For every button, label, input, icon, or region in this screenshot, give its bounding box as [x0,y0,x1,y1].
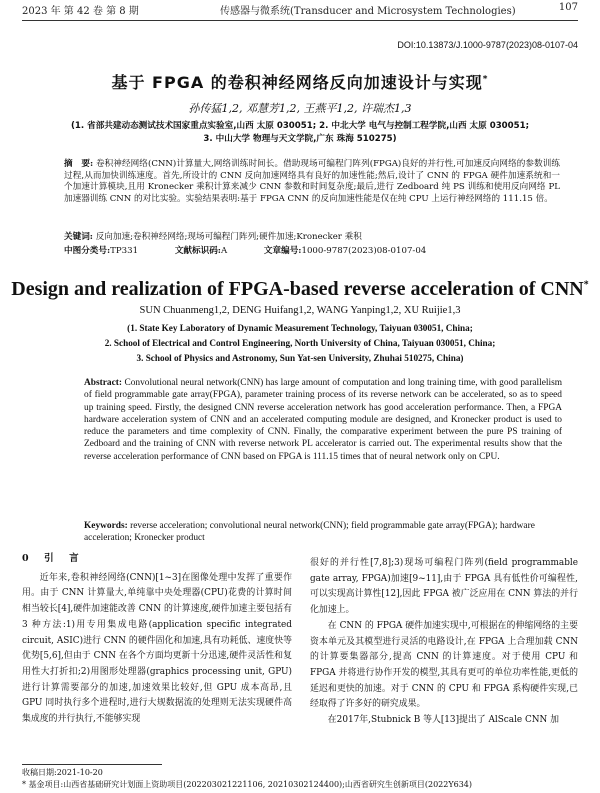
cn-abstract [64,159,560,206]
intro-paragraph-2: 在 CNN 的 FPGA 硬件加速实现中,可根据在的伸缩网络的主要资本单元及其模型进行灵活的电路设计,在 FPGA 上合理加载 CNN 的计算要集器部分,提高 CNN 的计算速度。对于使用 CPU 和 FPGA 并将进行协作开发的模型,其具有更可的单位功率性能,更低的延迟和更快的加速。对于 CNN 的 CPU 和 FPGA 系构硬件实现,已经取得了许多好的研究成果。 [310,620,578,710]
cn-keywords-text: 反向加速;卷积神经网络;现场可编程门阵列;硬件加速;Kronecker 乘积 [95,232,362,242]
cn-title [0,70,600,93]
article-no-label: 文章编号: [263,246,302,256]
intro-paragraph-1: 近年来,卷积神经网络(CNN)[1~3]在图像处理中发挥了重要作用。由于 CNN 计算量大,单纯靠中央处理器(CPU)花费的计算时间相当较长[4],硬件加速能改善 CNN 的计算速度,硬件加速主要包括有 3 种方法:1)用专用集成电路(application specific integrated circuit, ASIC)进行 CNN 的硬件固化和加速,具有功耗低、速度快等优势[5,6],但由于 CNN 在各个方面均更新十分迅速,硬件灵活性和复用性大打折扣;2)用图形处理器(graphics processing unit, GPU)进行计算需要部分的加速,加速效果比较好,但 GPU 成本高昂,且 GPU 同时执行多个进程时,进行大规数据流的处理则无法实现硬件高集成度的并行执行,不能够实现 [22,572,292,725]
doi: DOI:10.13873/J.1000-9787(2023)08-0107-04 [397,40,578,50]
footnote-rule [22,764,162,765]
cn-affiliation-1: (1. 省部共建动态测试技术国家重点实验室,山西 太原 030051; 2. 中北大学 电气与控制工程学院,山西 太原 030051; [70,121,530,131]
cn-title-mark: * [482,74,489,85]
journal-name: 传感器与微系统(Transducer and Microsystem Technologies) [220,6,516,17]
en-title [0,278,600,301]
en-title-text: Design and realization of FPGA-based reverse acceleration of CNN [11,278,584,300]
cn-affiliation-2: 3. 中山大学 物理与天文学院,广东 珠海 510275) [203,134,397,144]
cn-classification [64,244,560,256]
en-abstract-label: Abstract: [84,378,123,388]
section-heading: 0 引 言 [22,553,82,564]
running-header [22,2,578,16]
class-value: TP331 [110,246,139,256]
en-abstract [84,377,562,463]
cn-abstract-text: 卷积神经网络(CNN)计算量大,网络训练时间长。借助现场可编程门阵列(FPGA)良好的并行性,可加速反向网络的参数训练过程,从而加快训练速度。首先,所设计的 CNN 反向加速网络具有良好的加速性能;然后,设计了 CNN 的 FPGA 硬件加速系统和一个加速计算模块,且用 Kronecker 乘积计算来减少 CNN 参数和时间复杂度;最后,进行 Zedboard 纯 PS 训练和使用反向网络 PL 加速器训练 CNN 的对比实验。实验结果表明:基于 FPGA CNN 的反向加速性能是仅在纯 CPU 上运行神经网络的 111.15 倍。 [64,159,560,205]
en-abstract-text: Convolutional neural network(CNN) has large amount of computation and long training time, with good parallelism of field programmable gate array(FPGA), parameter training process of its reverse network can be accelerated, so as to speed up training speed. Firstly, the designed CNN reverse acceleration network has good acceleration performance. Then, a FPGA hardware acceleration system of CNN and an accelerated computing module are designed, and Kronecker product is used to reduce the parameters and time complexity of CNN. Finally, the comparative experiment between the pure PS training of Zedboard and the training of CNN with reverse network PL accelerator is carried out. The experimental results show that the reverse acceleration performance of CNN based on FPGA is 111.15 times that of neural network only on CPU. [84,378,563,462]
cn-keywords [64,230,560,242]
header-rule [22,20,578,21]
footnote-received: 收稿日期:2021-10-20 [22,768,103,777]
en-keywords-text: reverse acceleration; convolutional neural network(CNN); field programmable gate array(FPGA); hardware acceleration; Kronecker product [84,521,535,544]
page-number: 107 [558,2,578,13]
doc-code-value: A [220,246,228,256]
en-keywords [84,520,562,545]
body-left-column [22,551,292,728]
class-label: 中图分类号: [64,246,111,256]
en-authors: SUN Chuanmeng1,2, DENG Huifang1,2, WANG Yanping1,2, XU Ruijie1,3 [139,305,461,316]
en-affiliation-2: 2. School of Electrical and Control Engineering, North University of China, Taiyuan 030051, China; [104,338,496,348]
journal-issue: 2023 年 第 42 卷 第 8 期 [22,6,139,17]
en-affiliation-1: (1. State Key Laboratory of Dynamic Measurement Technology, Taiyuan 030051, China; [127,323,473,333]
cn-keywords-label: 关键词: [64,232,93,242]
intro-paragraph-1-cont: 很好的并行性[7,8];3)现场可编程门阵列(field programmable gate array, FPGA)加速[9~11],由于 FPGA 具有低性价可编程性,可以实现高计算性[12],因此 FPGA 被广泛应用在 CNN 算法的并行化加速上。 [310,558,578,616]
footnote-fund: * 基金项目:山西省基础研究计划面上资助项目(202203021221106, 20210302124400);山西省研究生创新项目(2022Y634) [22,780,473,789]
intro-paragraph-3: 在2017年,Stubnick B 等人[13]提出了 AlScale CNN 加 [327,715,559,726]
en-keywords-label: Keywords: [84,521,128,531]
cn-authors: 孙传猛1,2, 邓慧芳1,2, 王燕平1,2, 许瑞杰1,3 [188,102,412,115]
cn-title-text: 基于 FPGA 的卷积神经网络反向加速设计与实现 [111,73,483,92]
en-affiliation-3: 3. School of Physics and Astronomy, Sun Yat-sen University, Zhuhai 510275, China) [136,353,464,363]
cn-abstract-label: 摘 要: [64,159,94,169]
doc-code-label: 文献标识码: [174,246,221,256]
en-title-mark: * [583,279,589,291]
body-right-column [310,556,578,729]
article-no-value: 1000-9787(2023)08-0107-04 [301,246,427,256]
